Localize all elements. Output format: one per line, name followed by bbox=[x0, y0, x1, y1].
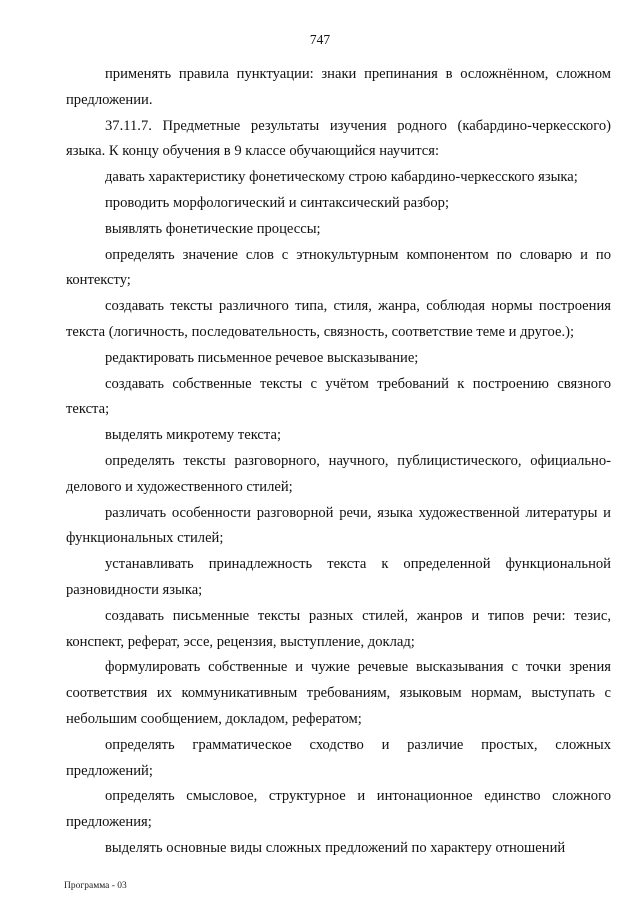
list-item: формулировать собственные и чужие речевые высказывания с точки зрения соответствия их коммуникативным требованиям, языковым нормам, выступать с небольшим сообщением, докладом, рефератом; bbox=[66, 659, 611, 727]
page-footer: Программа - 03 bbox=[64, 881, 127, 891]
list-item: создавать тексты различного типа, стиля, жанра, соблюдая нормы построения текста (логичность, последовательность, связность, соответствие теме и другое.); bbox=[66, 298, 611, 340]
document-body bbox=[66, 62, 611, 862]
section-heading-paragraph: 37.11.7. Предметные результаты изучения родного (кабардино-черкесского) языка. К концу обучения в 9 классе обучающийся научится: bbox=[66, 117, 611, 160]
list-item: проводить морфологический и синтаксический разбор; bbox=[105, 194, 450, 211]
list-item: создавать собственные тексты с учётом требований к построению связного текста; bbox=[66, 375, 611, 418]
list-item: выделять микротему текста; bbox=[105, 427, 281, 444]
list-item: определять значение слов с этнокультурным компонентом по словарю и по контексту; bbox=[66, 246, 611, 289]
list-item: создавать письменные тексты разных стилей, жанров и типов речи: тезис, конспект, реферат, эссе, рецензия, выступление, доклад; bbox=[66, 607, 611, 650]
list-item: выделять основные виды сложных предложений по характеру отношений bbox=[105, 839, 566, 856]
list-item: выявлять фонетические процессы; bbox=[105, 220, 321, 237]
list-item: определять смысловое, структурное и интонационное единство сложного предложения; bbox=[66, 788, 611, 831]
list-item: различать особенности разговорной речи, языка художественной литературы и функциональных стилей; bbox=[66, 504, 611, 547]
page-number: 747 bbox=[309, 32, 331, 47]
list-item: давать характеристику фонетическому строю кабардино-черкесского языка; bbox=[105, 169, 578, 186]
list-item: устанавливать принадлежность текста к определенной функциональной разновидности языка; bbox=[66, 556, 611, 598]
list-item: определять тексты разговорного, научного, публицистического, официально-делового и художественного стилей; bbox=[66, 452, 611, 495]
paragraph: применять правила пунктуации: знаки препинания в осложнённом, сложном предложении. bbox=[66, 66, 611, 108]
list-item: редактировать письменное речевое высказывание; bbox=[105, 349, 419, 366]
list-item: определять грамматическое сходство и различие простых, сложных предложений; bbox=[66, 736, 611, 779]
